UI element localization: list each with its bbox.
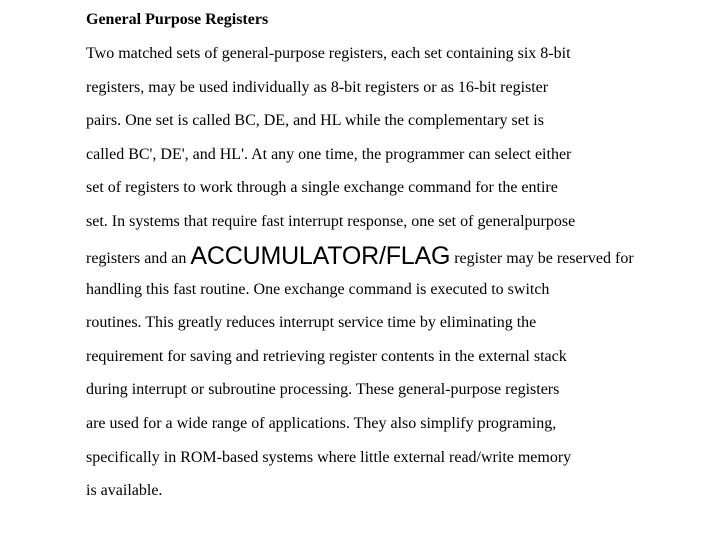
paragraph-line-2: registers, may be used individually as 8-bit registers or as 16-bit register xyxy=(86,79,549,96)
paragraph-line-1: Two matched sets of general-purpose registers, each set containing six 8-bit xyxy=(86,45,571,62)
paragraph-line-13: specifically in ROM-based systems where little external read/write memory xyxy=(86,449,572,466)
line-7-after: register may be reserved for xyxy=(450,250,634,267)
section-heading: General Purpose Registers xyxy=(86,11,269,28)
paragraph-line-14: is available. xyxy=(86,482,163,499)
paragraph-line-11: during interrupt or subroutine processing. These general-purpose registers xyxy=(86,381,560,398)
paragraph-line-8: handling this fast routine. One exchange command is executed to switch xyxy=(86,281,550,298)
paragraph-line-6: set. In systems that require fast interrupt response, one set of generalpurpose xyxy=(86,213,576,230)
paragraph-line-9: routines. This greatly reduces interrupt service time by eliminating the xyxy=(86,314,537,331)
line-7-before: registers and an xyxy=(86,250,191,267)
accumulator-flag-text: ACCUMULATOR/FLAG xyxy=(190,242,451,270)
paragraph-line-5: set of registers to work through a single exchange command for the entire xyxy=(86,179,558,196)
paragraph-line-3: pairs. One set is called BC, DE, and HL while the complementary set is xyxy=(86,112,544,129)
paragraph-line-10: requirement for saving and retrieving register contents in the external stack xyxy=(86,348,567,365)
paragraph-line-12: are used for a wide range of applications. They also simplify programing, xyxy=(86,415,557,432)
paragraph-line-4: called BC', DE', and HL'. At any one time, the programmer can select either xyxy=(86,146,572,163)
paragraph-line-7 xyxy=(86,242,634,270)
